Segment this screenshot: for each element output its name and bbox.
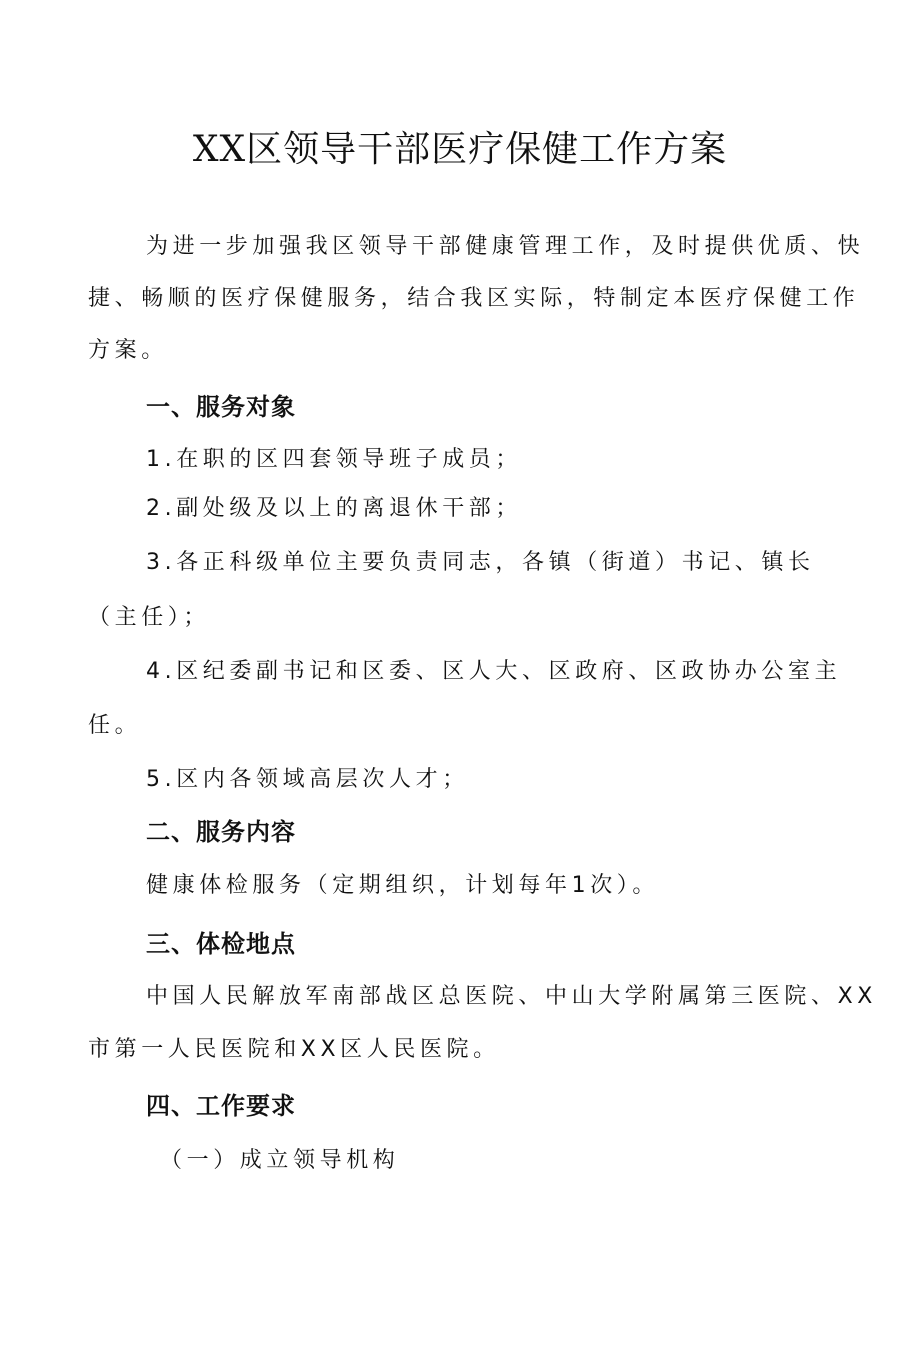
section-heading-2: 二、服务内容 xyxy=(146,818,296,846)
list-item-4: 4.区纪委副书记和区委、区人大、区政府、区政协办公室主 xyxy=(146,659,842,684)
section-heading-1: 一、服务对象 xyxy=(146,393,296,421)
intro-line-3: 方案。 xyxy=(88,338,168,363)
section-heading-4: 四、工作要求 xyxy=(146,1092,296,1120)
list-item-4-cont: 任。 xyxy=(88,713,142,738)
intro-line-1: 为进一步加强我区领导干部健康管理工作，及时提供优质、快 xyxy=(146,234,865,259)
section-3-text-line-2: 市第一人民医院和XX区人民医院。 xyxy=(88,1037,500,1062)
section-4-subheading: （一）成立领导机构 xyxy=(160,1148,400,1173)
list-item-1: 1.在职的区四套领导班子成员； xyxy=(146,447,522,472)
list-item-5: 5.区内各领域高层次人才； xyxy=(146,767,469,792)
section-3-text-line-1: 中国人民解放军南部战区总医院、中山大学附属第三医院、XX xyxy=(146,984,877,1009)
list-item-2: 2.副处级及以上的离退休干部； xyxy=(146,496,522,521)
list-item-3: 3.各正科级单位主要负责同志，各镇（街道）书记、镇长 xyxy=(146,550,815,575)
list-item-3-cont: （主任）； xyxy=(88,605,211,630)
section-heading-3: 三、体检地点 xyxy=(146,930,296,958)
intro-line-2: 捷、畅顺的医疗保健服务，结合我区实际，特制定本医疗保健工作 xyxy=(88,286,860,311)
document-title: XX区领导干部医疗保健工作方案 xyxy=(192,129,728,170)
section-2-text: 健康体检服务（定期组织，计划每年1次）。 xyxy=(146,873,659,898)
